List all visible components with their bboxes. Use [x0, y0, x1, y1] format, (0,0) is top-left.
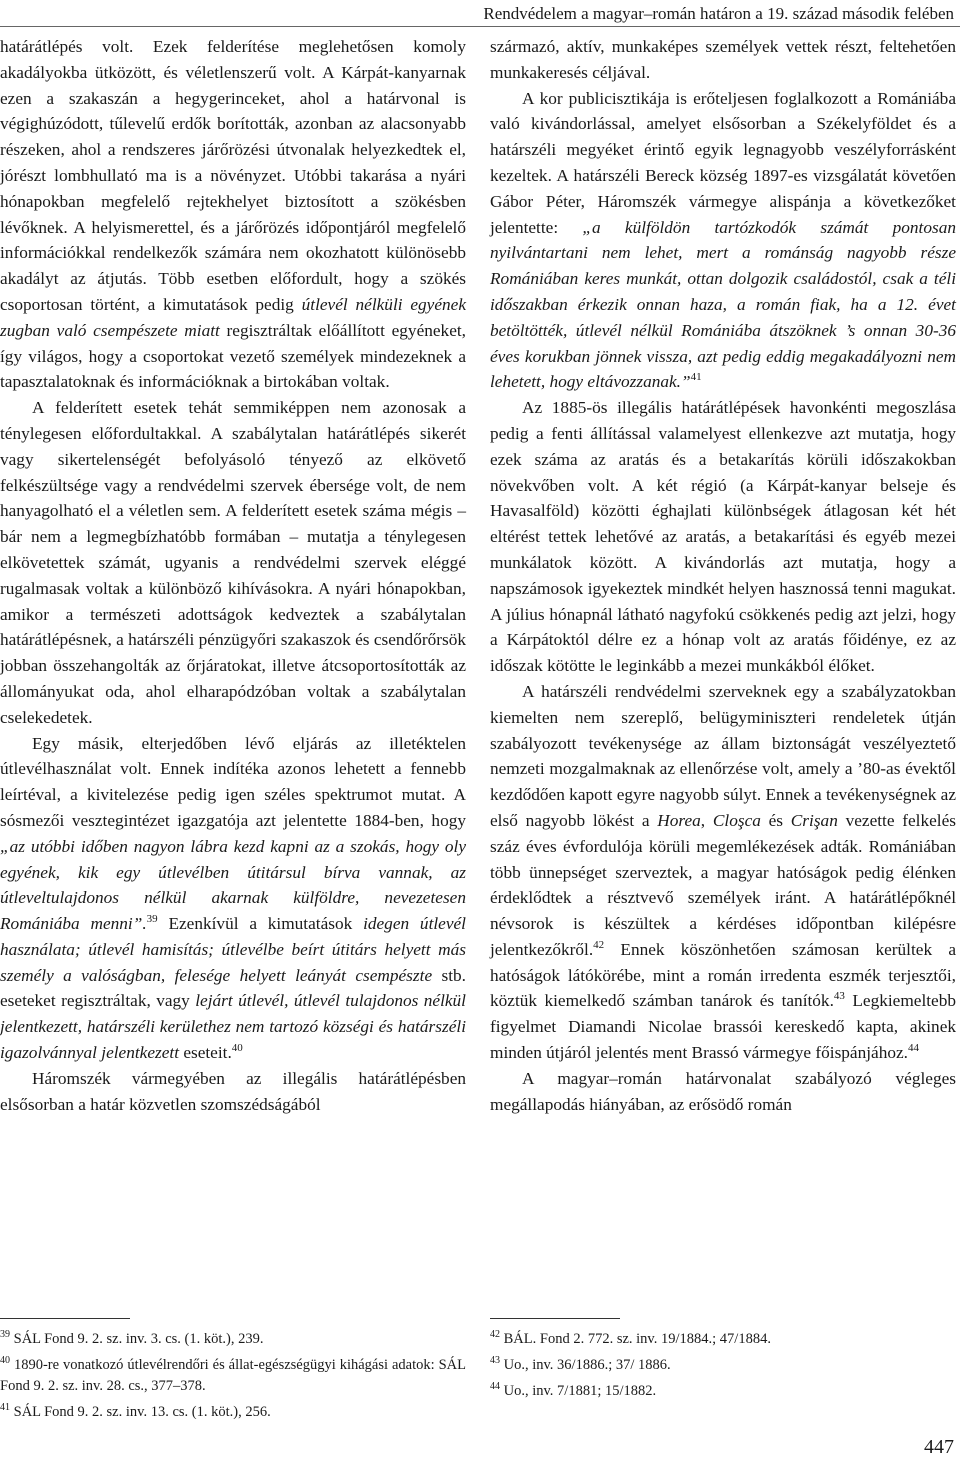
footnote: [490, 1376, 956, 1402]
left-paragraph-3: [0, 731, 466, 1066]
right-paragraph-3: Az 1885-ös illegális határátlépések havonkénti megoszlása pedig a fenti állítással valamelyest ellenkezve azt mutatja, hogy ezek száma az aratás és a betakarítás körüli időszakokban növekvőben volt. A két régió (a Kárpát-kanyar belseje és Havasalföld) közötti éghajlati különbségek átlagosan két hét eltérést tettek lehetővé az aratás, a betakarítási és egyéb mezei munkálatok között. A kivándorlás azt mutatja, hogy a napszámosok igyekeztek mindkét helyen hasznossá tenni magukat. A július hónapnál látható nagyfokú csökkenés pedig azt jelzi, hogy a Kárpátoktól délre ez a hónap volt az aratás főidénye, ez az időszak kötötte le leginkább a mezei munkákból élőket.: [490, 398, 956, 676]
text-run: regisztráltak előállított egyéneket, így világos, hogy a csoportokat vezető személyek mindezeknek a tapasztalatoknak és információknak a birtokában voltak.: [0, 320, 466, 392]
left-paragraph-4: Háromszék vármegyében az illegális határátlépésben elsősorban a határ közvetlen szomszédságából: [0, 1068, 466, 1114]
left-paragraph-2: A felderített esetek tehát semmiképpen nem azonosak a ténylegesen előfordultakkal. A szabálytalan határátlépés sikerét vagy sikertelenségét befolyásoló tényező az elkövető felkészültsége vagy a rendvédelmi szervek ébersége volt, de nem hanyagolható el a véletlen sem. A felderített esetek száma mégis – bár nem a legmegbízhatóbb formában – mutatja a ténylegesen elkövetettek számát, ugyanis a rendvédelmi szervek eléggé rugalmasak voltak a különböző kihívásokra. A nyári hónapokban, amikor a természeti adottságok kedveztek a szabálytalan határátlépésnek, a határszéli pénzügyőri szakaszok és csendőrőrsök jobban összehangolták az őrjáratokat, illetve átcsoportosították az állományukat oda, ahol elharapódzóban voltak a szabálytalan cselekedetek.: [0, 398, 466, 727]
italic-run: lejárt útlevél, útlevél tulajdonos nélkül jelentkezett, határszéli kerülethez nem tartozó községi és határszéli igazolvánnyal jelentkezett: [0, 991, 466, 1063]
footnote-text: SÁL Fond 9. 2. sz. inv. 3. cs. (1. köt.), 239.: [10, 1330, 264, 1347]
footnote-number: 44: [490, 1380, 500, 1392]
footnote-number: 39: [0, 1329, 10, 1340]
footnote-ref[interactable]: 39: [146, 913, 158, 926]
italic-run: idegen útlevél használata; útlevél hamisítás; útlevélbe beírt útitárs helyett más személy a valóságban, felesége helyett leányát csempészte: [0, 914, 466, 985]
text-run: A kor publicisztikája is erőteljesen foglalkozott a Romániába való kivándorlással, amelyet elsősorban a Székelyföldet és a határszéli megyéket érintő egyik legnagyobb veszélyforrásként kezeltek. A határszéli Bereck község 1897-es vizsgálatát követően Gábor Péter, Háromszék vármegye alispánja a következőket jelentette:: [490, 88, 956, 237]
text-run: eseteit.: [179, 1043, 232, 1063]
footnote-number: 42: [490, 1329, 500, 1340]
footnote-ref[interactable]: 44: [908, 1042, 919, 1055]
italic-run: Horea: [657, 810, 701, 830]
page-number: 447: [924, 1436, 954, 1458]
right-paragraph-1: származó, aktív, munkaképes személyek vettek részt, feltehetően munkakeresés céljával.: [490, 37, 956, 82]
text-run: stb. eseteket regisztráltak, vagy: [0, 965, 466, 1011]
footnotes-left: [0, 1324, 466, 1422]
quote-run: „a külföldön tartózkodók számát pontosan nyilvántartani nem lehet, mert a románság nagyobb része Romániában keres munkát, ottan dolgozik családostól, csak a téli időszakban érkezik onnan haza, a román fiak, ha a 12. évet betöltötték, útlevél nélkül Romániába átszöknek ’s onnan 30-36 éves korukban jönnek vissza, azt pedig eddig megakadályozni nem lehetett, hogy eltávozzanak.”: [490, 217, 956, 392]
right-paragraph-4: [490, 679, 956, 1066]
footnote-number: 43: [490, 1354, 500, 1366]
italic-run: Cloşca: [712, 810, 761, 830]
footnote-ref[interactable]: 43: [833, 990, 845, 1003]
footnote-rule-left: [0, 1318, 130, 1319]
text-run: A határszéli rendvédelmi szerveknek egy a szabályzatokban kiemelten nem szereplő, belügyminiszteri rendeletek útján szabályozott tevékenysége az állam biztonságát veszélyeztető nemzeti mozgalmaknak az ellenőrzése volt, amely a ’80-as évektől kezdődően kapott egyre nagyobb súlyt. Ennek a tevékenységnek az első nagyobb lökést a: [490, 681, 956, 830]
footnote: [490, 1350, 956, 1376]
right-paragraph-5: A magyar–román határvonalat szabályozó végleges megállapodás hiányában, az erősödő román: [490, 1068, 956, 1114]
footnotes-right: [490, 1324, 956, 1401]
text-run: Legkiemeltebb figyelmet Diamandi Nicolae brassói kereskedő kapta, akinek minden útjáról jelentés ment Brassó vármegye főispánjához.: [490, 991, 957, 1063]
text-run: és: [760, 810, 791, 830]
left-column: [0, 34, 466, 1117]
text-run: ,: [700, 810, 713, 830]
footnote-ref[interactable]: 40: [231, 1042, 243, 1055]
italic-run: útlevél nélküli egyének zugban való csempészete miatt: [0, 294, 466, 340]
footnote-text: 1890-re vonatkozó útlevélrendőri és állat-egészségügyi kihágási adatok: SÁL Fond 9. 2. sz. inv. 28. cs., 377–378.: [0, 1356, 466, 1394]
footnote-ref[interactable]: 42: [593, 939, 605, 952]
running-head: Rendvédelem a magyar–román határon a 19. század második felében: [483, 4, 954, 23]
footnote-text: Uo., inv. 7/1881; 15/1882.: [500, 1382, 657, 1399]
text-run: Ennek köszönhetően számosan kerültek a hatóságok látókörébe, mint a román irredenta eszmék terjesztői, köztük kiemelkedő számban tanárok és tanítók.: [490, 939, 956, 1011]
right-column: [490, 34, 956, 1117]
footnote-rule-right: [490, 1318, 620, 1319]
footnote-number: 41: [0, 1401, 10, 1413]
footnote: [0, 1350, 466, 1397]
footnote: [0, 1324, 466, 1350]
footnote: [0, 1397, 466, 1423]
footnote-text: SÁL Fond 9. 2. sz. inv. 13. cs. (1. köt.), 256.: [10, 1403, 271, 1420]
footnote: [490, 1324, 956, 1350]
text-run: vezette felkelés száz éves évfordulója körüli megemlékezések adták. Romániában több ünnepséget szerveztek, a magyar hatóságok pedig élénken érdeklődtek a résztvevő személyek iránt. A határátlépőknél névsorok is készültek a kérdéses időpontban kilépésre jelentkezőkről.: [490, 810, 956, 959]
footnote-number: 40: [0, 1354, 10, 1366]
text-run: Ezenkívül a kimutatások: [157, 914, 364, 934]
italic-run: Crişan: [790, 810, 838, 830]
left-paragraph-1: [0, 34, 466, 395]
right-paragraph-2: [490, 86, 956, 396]
footnote-ref[interactable]: 41: [690, 371, 702, 384]
quote-run: „az utóbbi időben nagyon lábra kezd kapni az a szokás, hogy oly egyének, kik egy útlevélben útitársul bírva vannak, az útleveltulajdonos nélkül akarnak külföldre, nevezetesen Romániába menni”.: [0, 836, 466, 934]
text-run: határátlépés volt. Ezek felderítése meglehetősen komoly akadályokba ütközött, és véletlenszerű volt. A Kárpát-kanyarnak ezen a szakaszán a hegygerinceket, ahol a határvonal is végighúzódott, tűlevelű erdők borították, azonban az alacsonyabb részeken, ahol a rendszeres járőrözési útvonalak helyezkedtek el, jórészt lombhullató ma is a növényzet. Utóbbi takarása a nyári hónapokban megfelelő rejtekhelyet biztosított a szökésben lévőknek. A helyismerettel, és a járőrözés időpontjáról megfelelő információkkal rendelkezők számára nem okozhatott különösebb akadályt az átjutás. Több esetben előfordult, hogy a szökés csoportosan történt, a kimutatások pedig: [0, 37, 466, 314]
footnote-text: BÁL. Fond 2. 772. sz. inv. 19/1884.; 47/1884.: [500, 1330, 771, 1347]
footnote-text: Uo., inv. 36/1886.; 37/ 1886.: [500, 1356, 671, 1373]
text-run: Egy másik, elterjedőben lévő eljárás az illetéktelen útlevélhasználat volt. Ennek indítéka azonos lehetett a fennebb leírtéval, a kivitelezése pedig igen széles spektrumot mutat. A sósmezői vesztegintézet igazgatója azt jelentette 1884-ben, hogy: [0, 733, 466, 830]
header-rule: [0, 26, 960, 27]
